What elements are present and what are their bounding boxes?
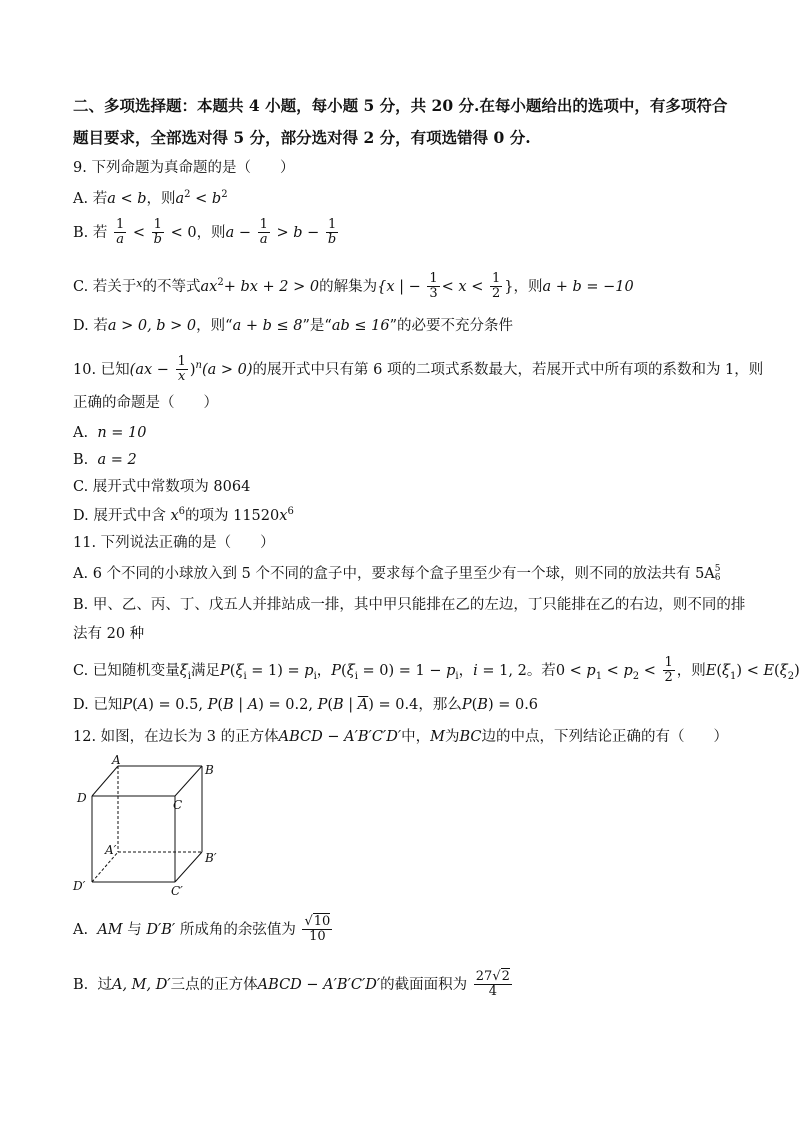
q10-option-d: D. 展开式中含 $x^6$的项为 $11520x^6$ xyxy=(73,506,294,524)
cube-figure xyxy=(70,752,220,900)
edge-c1b1 xyxy=(175,852,202,882)
section-header-line1: 二、多项选择题：本题共 4 小题，每小题 5 分，共 20 分.在每小题给出的选项中，有多项符合 xyxy=(73,96,728,115)
q12-stem: 12. 如图，在边长为 3 的正方体ABCD − A′B′C′D′中，M为BC边的中点，下列结论正确的有（ ） xyxy=(73,729,729,745)
q11-option-b-line1: B. 甲、乙、丙、丁、戊五人并排站成一排，其中甲只能排在乙的左边，丁只能排在乙的右边，则不同的排 xyxy=(73,597,746,613)
label-a: A xyxy=(112,753,121,767)
q9-option-a: A. 若a < b，则$a^2 < b^2$ xyxy=(73,189,228,207)
label-d: D xyxy=(77,791,87,805)
q11-option-c: C. 已知随机变量$\xi_i$满足$P(\xi_i = 1) = p_i$，$P(\xi_i = 0) = 1 - p_i$，i = 1, 2。若$0 < p_1 < p_2$ < $\frac{1}{2}$ ，则$E(\xi_1) < E(\xi_2)$ xyxy=(73,655,800,686)
q9-stem: 9. 下列命题为真命题的是（ ） xyxy=(73,160,295,176)
edge-bc xyxy=(175,766,202,796)
q10-option-b: B. a = 2 xyxy=(73,452,137,468)
label-d1: D′ xyxy=(73,879,86,893)
q11-stem: 11. 下列说法正确的是（ ） xyxy=(73,535,275,551)
label-a1: A′ xyxy=(105,843,117,857)
section-header-line2: 题目要求，全部选对得 5 分，部分选对得 2 分，有项选错得 0 分. xyxy=(73,128,531,147)
label-b1: B′ xyxy=(205,851,217,865)
q9-option-d: D. 若a > 0, b > 0，则“a + b ≤ 8”是“ab ≤ 16”的必要不充分条件 xyxy=(73,318,513,334)
label-c: C xyxy=(173,798,183,812)
q9-option-c: C. 若关于$^x$的不等式$ax^2+$ bx + 2 > 0的解集为{x | − $\frac{1}{3}$ < x < $\frac{1}{2}$ }，则a + b = −10 xyxy=(73,271,634,302)
label-b: B xyxy=(205,763,214,777)
q10-stem-line2: 正确的命题是（ ） xyxy=(73,395,218,411)
q9-option-b: B. 若 $\frac{1}{a}$ < $\frac{1}{b}$ < 0，则a − $\frac{1}{a}$ > b − $\frac{1}{b}$ xyxy=(73,217,337,248)
q10-option-a: A. n = 10 xyxy=(73,425,147,441)
q12-option-b: B. 过A, M, D′三点的正方体ABCD − A′B′C′D′的截面面积为 $\frac{27√2}{4}$ xyxy=(73,969,510,1000)
q10-stem-line1: 10. 已知(ax − $\frac{1}{x}$ )$^n$(a > 0)的展开式中只有第 6 项的二项式系数最大，若展开式中所有项的系数和为 1，则 xyxy=(73,354,764,385)
q11-option-a: A. 6 个不同的小球放入到 5 个不同的盒子中，要求每个盒子里至少有一个球，则不同的放法共有 5A 5 6 xyxy=(73,564,721,583)
q11-option-b-line2: 法有 20 种 xyxy=(73,626,145,642)
q12-option-a: A. AM 与 D′B′ 所成角的余弦值为 $\frac{√10}{10}$ xyxy=(73,914,331,945)
q11-option-d: D. 已知P(A) = 0.5, P(B | A) = 0.2, P(B | $\overline{A}) = 0.4$，那么P(B) = 0.6 xyxy=(73,697,539,713)
edge-ad xyxy=(92,766,118,796)
q10-option-c: C. 展开式中常数项为 8064 xyxy=(73,479,251,495)
label-c1: C′ xyxy=(171,884,183,898)
